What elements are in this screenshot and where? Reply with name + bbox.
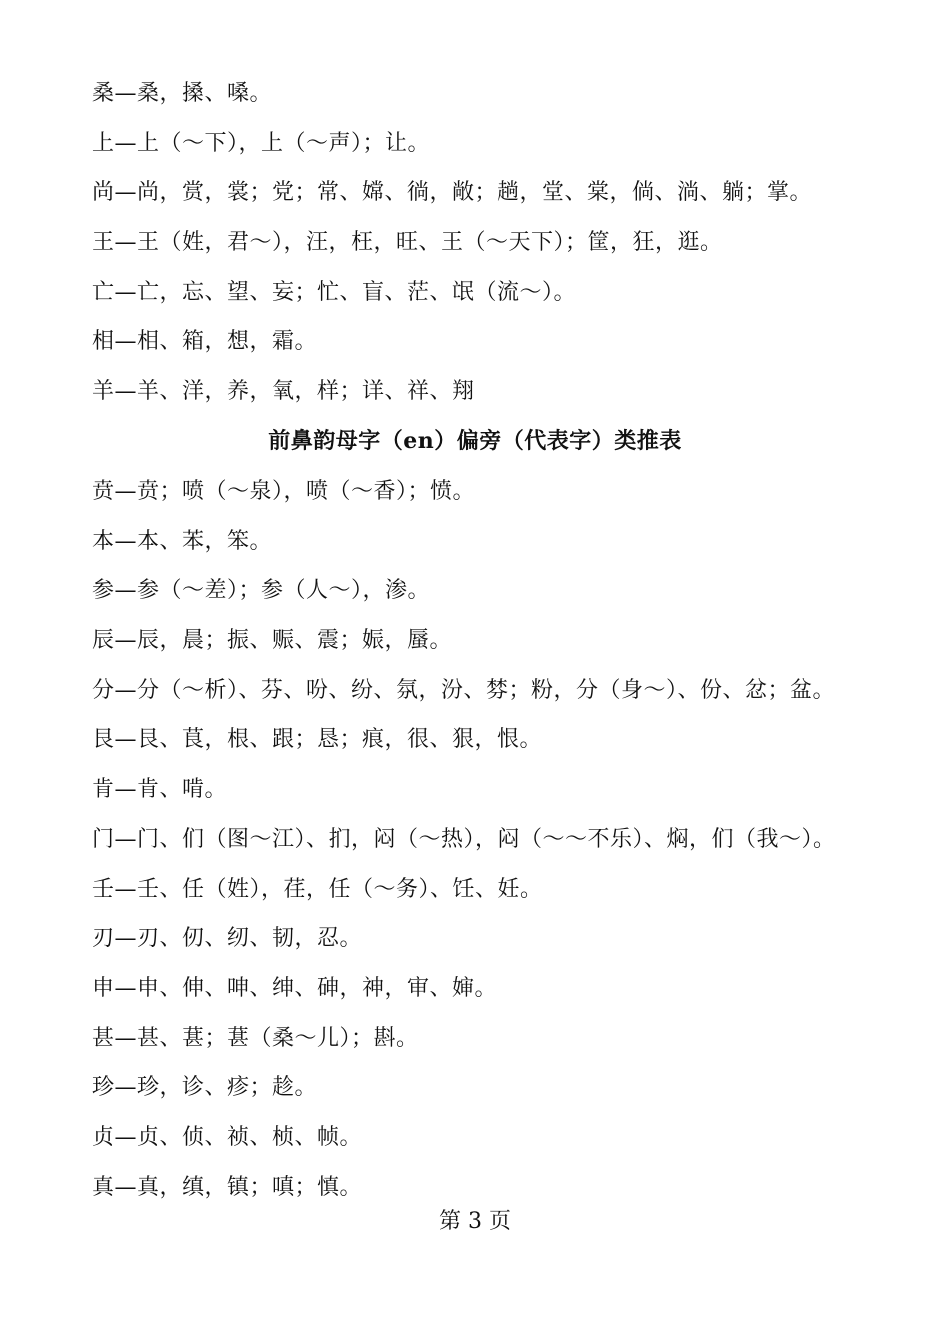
- text-line: 上—上（～下），上（～声）；让。: [92, 130, 431, 156]
- text-line: 亡—亡，忘、望、妄；忙、盲、茫、氓（流～）。: [92, 279, 577, 305]
- text-line: 羊—羊、洋，养，氧，样；详、祥、翔: [92, 379, 475, 405]
- text-line: 王—王（姓，君～），汪，枉，旺、王（～天下）；筐，狂，逛。: [92, 230, 723, 256]
- text-line: 壬—壬、任（姓），荏，任（～务）、饪、妊。: [92, 876, 543, 902]
- text-line: 辰—辰，晨；振、赈、震；娠，蜃。: [92, 628, 453, 654]
- text-line: 甚—甚、葚；葚（桑～儿）；斟。: [92, 1025, 419, 1051]
- text-line: 艮—艮、茛，根、跟；恳；痕，很、狠，恨。: [92, 727, 543, 753]
- text-line: 本—本、苯，笨。: [92, 528, 273, 554]
- text-line: 尚—尚，赏，裳；党；常、嫦、徜，敞；趟，堂、棠，倘、淌、躺；掌。: [92, 180, 813, 206]
- page-number: 第 3 页: [439, 1209, 511, 1234]
- text-line: 参—参（～差）；参（人～），渗。: [92, 578, 431, 604]
- text-line: 门—门、们（图～江）、扪，闷（～热），闷（～～不乐）、焖，们（我～）。: [92, 826, 836, 852]
- text-line: 申—申、伸、呻、绅、砷，神，审、婶。: [92, 975, 498, 1001]
- text-line: 贲—贲；喷（～泉），喷（～香）；愤。: [92, 479, 476, 504]
- section-heading: 前鼻韵母字（en）偏旁（代表字）类推表: [268, 428, 682, 454]
- text-line: 贞—贞、侦、祯、桢、帧。: [92, 1124, 363, 1150]
- houbiyun-section: [92, 69, 912, 417]
- qianbiyun-en-section: [92, 467, 912, 1212]
- text-line: 桑—桑，搡、嗓。: [92, 81, 273, 106]
- text-line: 刃—刃、仞、纫、韧，忍。: [92, 926, 363, 952]
- text-line: 肯—肯、啃。: [92, 777, 228, 803]
- text-line: 珍—珍，诊、疹；趁。: [92, 1075, 318, 1101]
- text-line: 真—真，缜，镇；嗔；慎。: [92, 1174, 363, 1200]
- text-line: 分—分（～析）、芬、吩、纷、氛，汾、棼；粉，分（身～）、份、忿；盆。: [92, 677, 836, 703]
- text-line: 相—相、箱，想，霜。: [92, 329, 318, 355]
